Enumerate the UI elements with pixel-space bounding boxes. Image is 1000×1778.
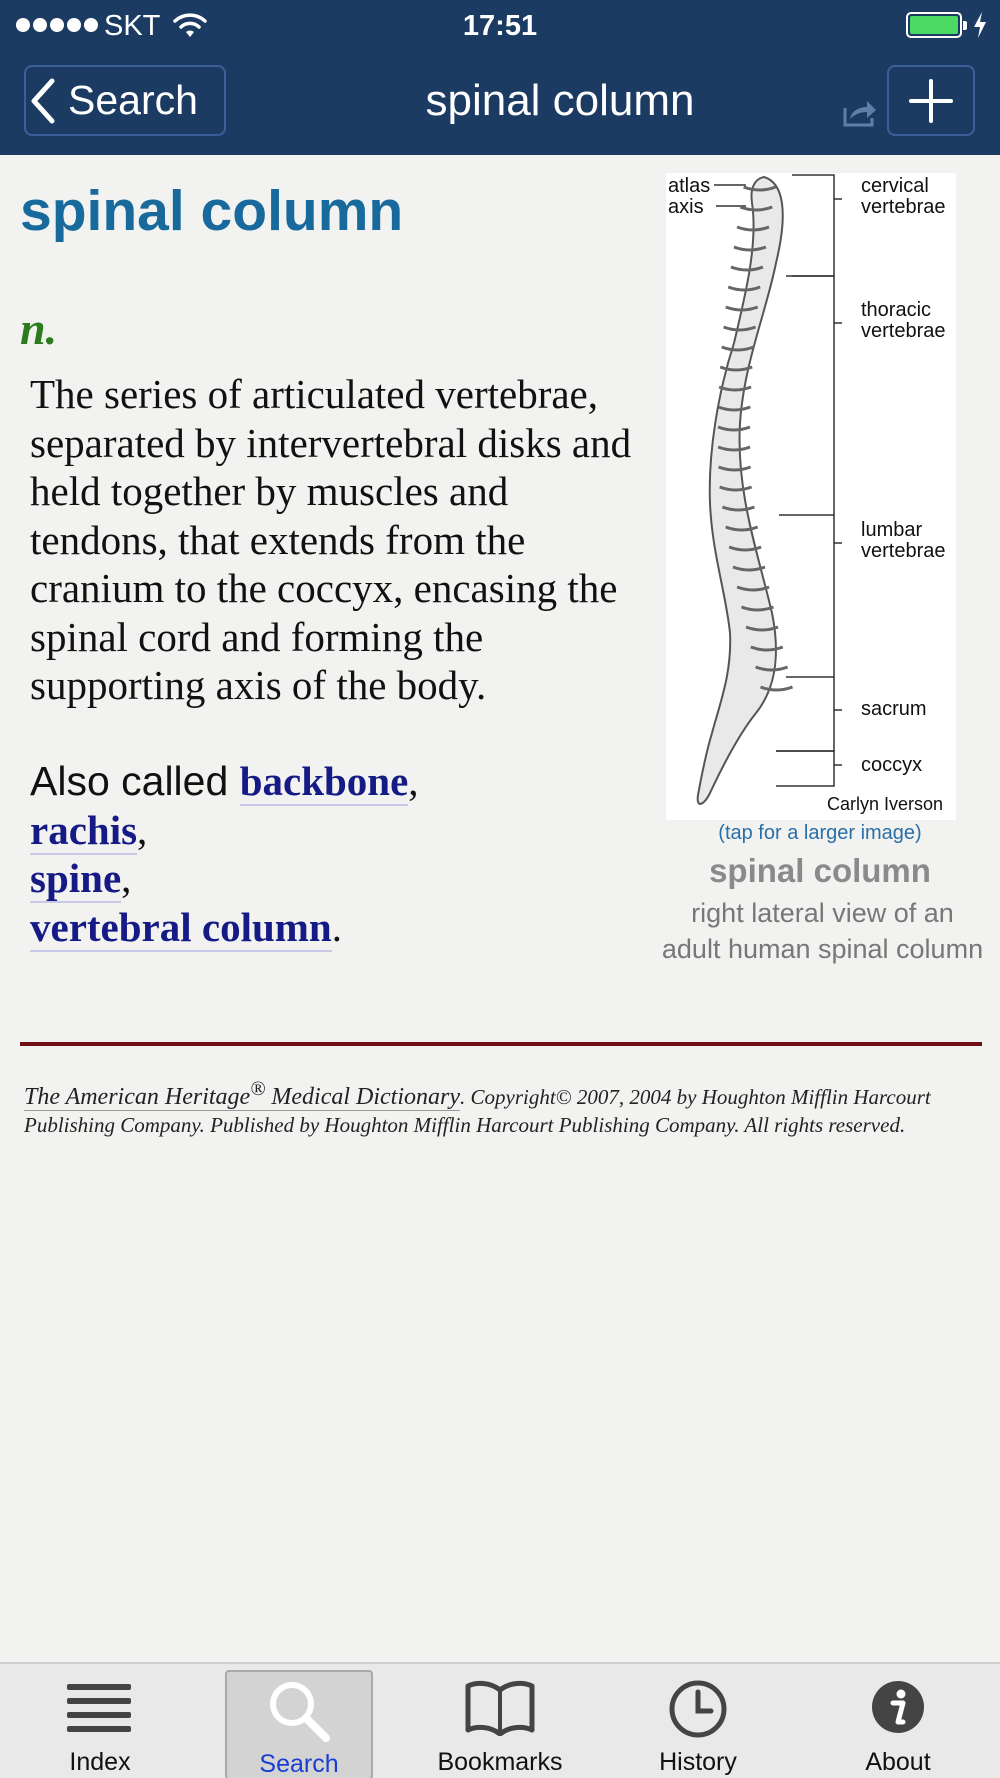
copyright-text: . Copyright© 2007, 2004 by Houghton Mifflin Harcourt Publishing Company. Published by Houghton Mifflin Harcourt Publishing Company. All rights reserved. <box>24 1085 931 1137</box>
label-cervical-vertebrae: vertebrae <box>861 196 946 218</box>
label-atlas: atlas <box>668 175 711 197</box>
registered-mark: ® <box>250 1078 266 1100</box>
back-button-label: Search <box>68 77 198 123</box>
search-icon <box>266 1680 332 1742</box>
tab-index[interactable] <box>40 1664 160 1778</box>
copyright-notice <box>24 1075 984 1139</box>
label-coccyx: coccyx <box>861 754 923 776</box>
back-search-button[interactable] <box>24 65 226 136</box>
book-title-end: Medical Dictionary <box>265 1084 461 1110</box>
clock-icon <box>667 1678 729 1740</box>
tab-bookmarks[interactable] <box>430 1664 570 1778</box>
label-axis: axis <box>668 196 704 218</box>
status-bar <box>0 0 1000 52</box>
tab-about-label: About <box>865 1748 931 1776</box>
tab-about[interactable] <box>838 1664 958 1778</box>
entry-headword: spinal column <box>20 179 404 243</box>
navigation-bar <box>0 52 1000 155</box>
spine-drawing <box>666 173 956 820</box>
book-icon <box>464 1678 536 1736</box>
section-divider <box>20 1042 982 1046</box>
vertebra-ridge <box>761 687 793 690</box>
tab-index-label: Index <box>69 1748 131 1776</box>
battery-icon <box>906 12 962 38</box>
part-of-speech: n. <box>20 303 58 354</box>
synonym-link-spine[interactable]: spine <box>30 855 122 901</box>
share-icon[interactable] <box>842 98 878 128</box>
label-lumbar: lumbar <box>861 519 923 541</box>
status-time: 17:51 <box>462 10 538 42</box>
figure-caption-title: spinal column <box>709 852 931 889</box>
vertebra-ridge <box>734 247 766 250</box>
carrier-name: SKT <box>104 10 161 42</box>
book-title: The American Heritage <box>24 1084 251 1110</box>
illustration-credit: Carlyn Iverson <box>827 794 944 814</box>
also-called-section: Also called backbone, rachis, spine, vertebral column. <box>30 758 419 950</box>
source-book-link[interactable] <box>24 1078 461 1111</box>
tab-search-label: Search <box>259 1750 339 1778</box>
add-bookmark-button[interactable] <box>887 65 975 136</box>
chevron-left-icon <box>30 77 58 125</box>
tab-search[interactable] <box>225 1670 373 1778</box>
tab-history[interactable] <box>638 1664 758 1778</box>
entry-definition: The series of articulated vertebrae, separated by intervertebral disks and held together by muscles and tendons, that extends from the cranium to the coccyx, encasing the spinal cord and forming the supporting axis of the body. <box>30 371 632 708</box>
tab-bookmarks-label: Bookmarks <box>437 1748 563 1776</box>
info-icon <box>869 1678 927 1736</box>
synonym-link-vertebral-column[interactable]: vertebral column <box>30 903 332 950</box>
spinal-column-illustration[interactable] <box>666 173 956 820</box>
vertebra-ridge <box>728 287 760 290</box>
page-title: spinal column <box>425 76 695 125</box>
label-thoracic-vertebrae: vertebrae <box>861 320 946 342</box>
label-cervical: cervical <box>861 175 929 197</box>
tab-bar <box>0 1662 1000 1778</box>
tab-history-label: History <box>659 1748 737 1776</box>
label-thoracic: thoracic <box>861 299 932 321</box>
synonym-link-rachis[interactable]: rachis <box>30 806 138 853</box>
label-lumbar-vertebrae: vertebrae <box>861 540 946 562</box>
also-called-label: Also called <box>30 758 229 804</box>
synonym-link-backbone[interactable]: backbone <box>239 758 409 804</box>
plus-icon <box>909 79 953 123</box>
tap-larger-image-link[interactable]: (tap for a larger image) <box>718 822 922 844</box>
label-sacrum: sacrum <box>861 698 927 720</box>
figure-caption-text: right lateral view of an adult human spinal column <box>661 898 984 964</box>
charging-bolt-icon <box>970 10 990 40</box>
list-icon <box>65 1678 135 1736</box>
vertebra-ridge <box>731 267 763 270</box>
